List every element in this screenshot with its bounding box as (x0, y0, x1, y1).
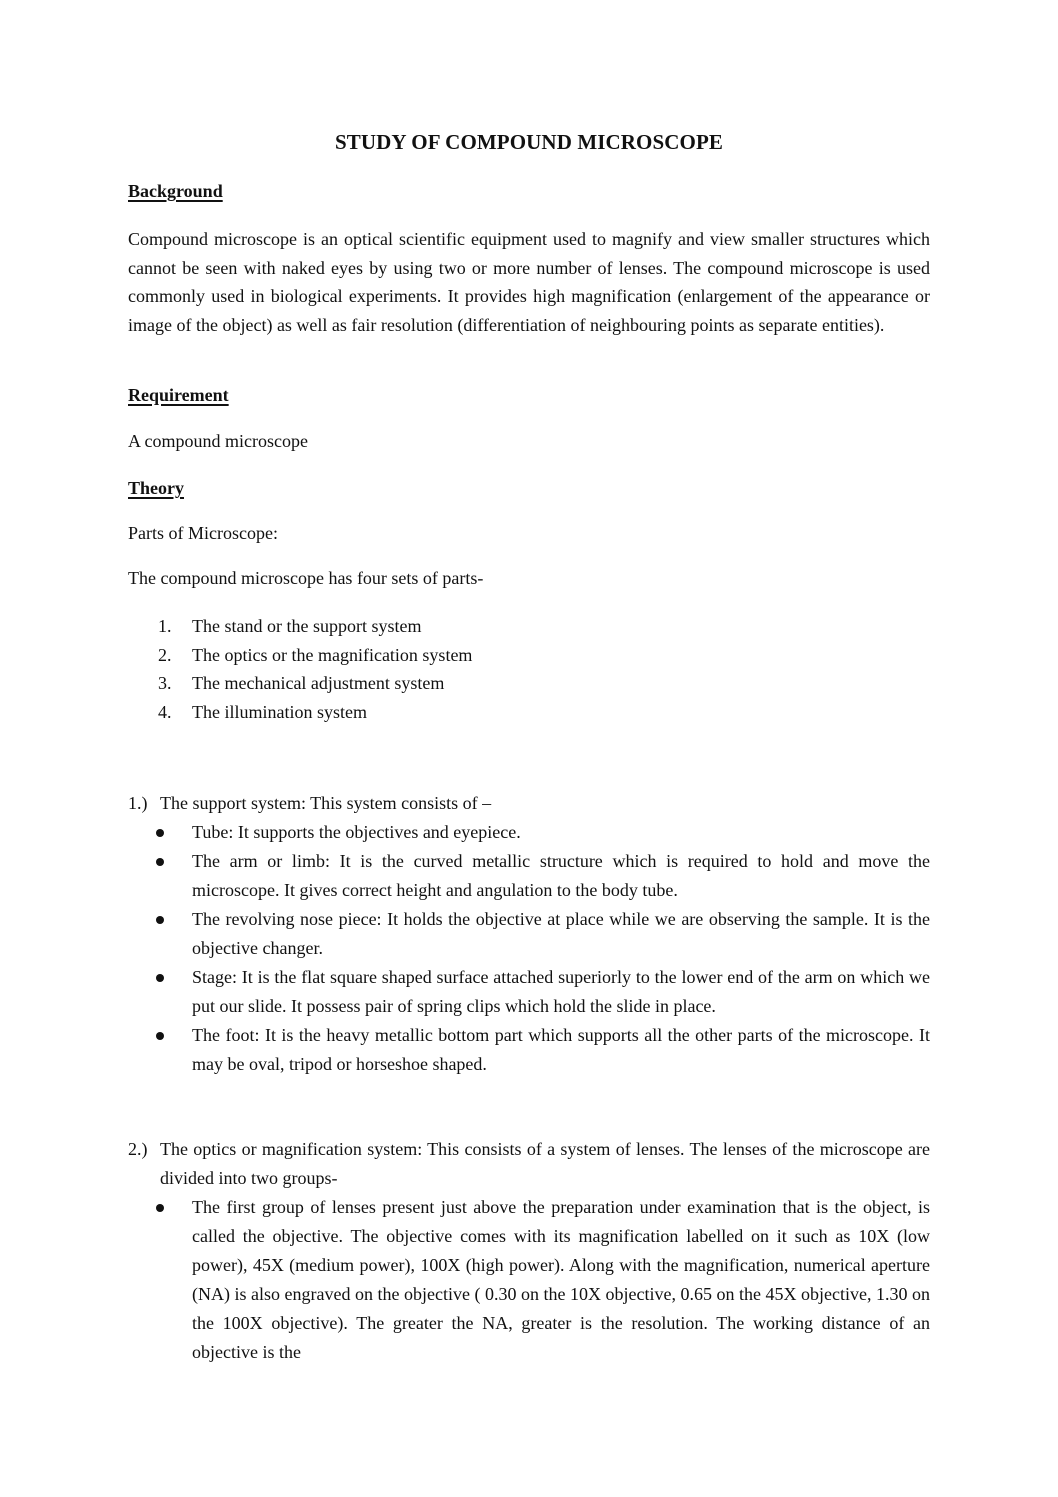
list-item (158, 641, 472, 670)
bullet-item (128, 963, 930, 1021)
parts-list (158, 612, 472, 726)
list-number: 2. (158, 644, 172, 665)
optics-system-heading (128, 1135, 930, 1193)
bullet-icon (156, 1032, 164, 1040)
bullet-text: The revolving nose piece: It holds the objective at place while we are observing the sample. It is the objective changer. (192, 909, 930, 958)
background-heading: Background (128, 181, 223, 201)
bullet-item (128, 818, 930, 847)
support-system-heading (128, 789, 930, 818)
bullet-icon (156, 858, 164, 866)
requirement-text: A compound microscope (128, 431, 308, 451)
bullet-text: Stage: It is the flat square shaped surface attached superiorly to the lower end of the arm on which we put our slide. It possess pair of spring clips which hold the slide in place. (192, 967, 930, 1016)
theory-heading: Theory (128, 478, 184, 498)
list-text: The optics or the magnification system (192, 644, 473, 665)
parts-label: Parts of Microscope: (128, 523, 278, 543)
list-text: The illumination system (192, 701, 367, 722)
bullet-item (128, 1193, 930, 1367)
list-number: 3. (158, 673, 172, 693)
bullet-item (128, 905, 930, 963)
page-title: STUDY OF COMPOUND MICROSCOPE (335, 130, 723, 154)
requirement-heading: Requirement (128, 385, 229, 405)
section-text: The support system: This system consists of – (160, 793, 492, 813)
optics-system-bullets (128, 1193, 930, 1367)
bullet-item (128, 847, 930, 905)
support-system-section (128, 789, 930, 1079)
bullet-icon (156, 1204, 164, 1212)
bullet-text: The foot: It is the heavy metallic bottom part which supports all the other parts of the microscope. It may be oval, tripod or horseshoe shaped. (192, 1025, 930, 1074)
list-text: The stand or the support system (192, 616, 422, 636)
parts-intro: The compound microscope has four sets of parts- (128, 568, 484, 588)
bullet-icon (156, 974, 164, 982)
bullet-text: The arm or limb: It is the curved metallic structure which is required to hold and move the microscope. It gives correct height and angulation to the body tube. (192, 851, 930, 900)
bullet-icon (156, 829, 164, 837)
background-paragraph: Compound microscope is an optical scientific equipment used to magnify and view smaller structures which cannot be seen with naked eyes by using two or more number of lenses. The compound microscope is used commonly used in biological experiments. It provides high magnification (enlargement of the appearance or image of the object) as well as fair resolution (differentiation of neighbouring points as separate entities). (128, 229, 930, 335)
optics-system-section (128, 1135, 930, 1367)
bullet-text: Tube: It supports the objectives and eyepiece. (192, 822, 521, 842)
section-number: 1.) (128, 793, 148, 813)
section-number: 2.) (128, 1139, 148, 1159)
list-text: The mechanical adjustment system (192, 673, 445, 693)
list-item (158, 698, 472, 727)
bullet-item (128, 1021, 930, 1079)
support-system-bullets (128, 818, 930, 1079)
section-text: The optics or magnification system: This consists of a system of lenses. The lenses of the microscope are divided into two groups- (160, 1139, 930, 1188)
list-number: 4. (158, 701, 172, 722)
list-item (158, 612, 472, 641)
bullet-text: The first group of lenses present just above the preparation under examination that is the object, is called the objective. The objective comes with its magnification labelled on it such as 10X (low power), 45X (medium power), 100X (high power). Along with the magnification, numerical aperture (NA) is also engraved on the objective ( 0.30 on the 10X objective, 0.65 on the 45X objective, 1.30 on the 100X objective). The greater the NA, greater is the resolution. The working distance of an objective is the (192, 1197, 930, 1362)
list-number: 1. (158, 616, 172, 636)
list-item (158, 669, 472, 698)
bullet-icon (156, 916, 164, 924)
